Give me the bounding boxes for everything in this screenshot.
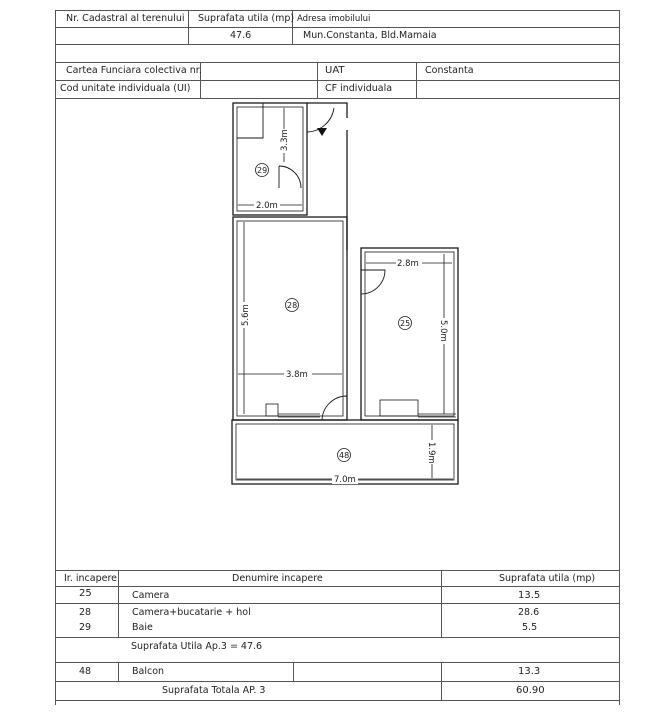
dim-room25-height: 5.0m bbox=[438, 320, 448, 342]
entrance-door bbox=[307, 103, 334, 132]
bath-door bbox=[279, 166, 301, 188]
total-label: Suprafata Totala AP. 3 bbox=[162, 685, 266, 696]
balcony-area: 13.3 bbox=[518, 666, 541, 677]
table-row-nr: 25 bbox=[79, 588, 92, 599]
window-right bbox=[380, 400, 418, 416]
table-row-area: 28.6 bbox=[518, 607, 540, 618]
bath-outer-wall bbox=[233, 103, 307, 215]
bath-inner-wall bbox=[237, 107, 303, 211]
room-label-28: 28 bbox=[287, 301, 298, 310]
surface-value: 47.6 bbox=[230, 30, 252, 41]
dim-bath-height: 3.3m bbox=[280, 129, 290, 151]
col-header-name: Denumire incapere bbox=[232, 573, 323, 584]
total-value: 60.90 bbox=[516, 685, 545, 696]
cf-individuala-label: CF individuala bbox=[325, 83, 393, 94]
uat-value: Constanta bbox=[425, 65, 474, 76]
table-row-name: Camera+bucatarie + hol bbox=[132, 607, 251, 618]
cf-colectiva-label: Cartea Funciara colectiva nr. bbox=[66, 65, 202, 76]
table-row-area: 13.5 bbox=[518, 590, 541, 601]
dim-room25-width: 2.8m bbox=[397, 259, 419, 269]
table-row-name: Baie bbox=[132, 622, 153, 633]
dim-balcony-height: 1.9m bbox=[426, 442, 436, 464]
uat-label: UAT bbox=[325, 65, 345, 76]
table-row-name: Camera bbox=[132, 590, 170, 601]
col-header-area: Suprafata utila (mp) bbox=[499, 573, 596, 584]
address-value: Mun.Constanta, Bld.Mamaia bbox=[303, 30, 437, 41]
window-left bbox=[266, 404, 278, 416]
cadastral-label: Nr. Cadastral al terenului bbox=[66, 13, 185, 24]
entrance-wall bbox=[237, 103, 263, 138]
surface-label: Suprafata utila (mp) bbox=[198, 13, 295, 24]
table-row-nr: 28 bbox=[79, 607, 92, 618]
dim-main-width: 3.8m bbox=[286, 370, 308, 380]
dim-balcony-width: 7.0m bbox=[334, 475, 356, 485]
cod-ui-label: Cod unitate individuala (UI) bbox=[60, 83, 191, 94]
hall-top-wall bbox=[307, 103, 347, 118]
dim-main-height: 5.6m bbox=[241, 304, 251, 326]
main-room-inner-wall bbox=[237, 221, 343, 416]
room-label-25: 25 bbox=[400, 319, 411, 328]
balcony-nr: 48 bbox=[79, 666, 92, 677]
balcony-name: Balcon bbox=[132, 666, 165, 677]
table-row-area: 5.5 bbox=[522, 622, 538, 633]
dim-bath-width: 2.0m bbox=[256, 201, 278, 211]
table-row-nr: 29 bbox=[79, 622, 92, 633]
subtotal-label: Suprafata Utila Ap.3 = 47.6 bbox=[131, 641, 263, 652]
room-label-48: 48 bbox=[339, 451, 350, 460]
room-label-29: 29 bbox=[257, 166, 268, 175]
col-header-nr: Ir. incapere bbox=[64, 573, 117, 584]
entrance-arrow bbox=[317, 128, 327, 136]
address-label: Adresa imobilului bbox=[297, 14, 371, 24]
